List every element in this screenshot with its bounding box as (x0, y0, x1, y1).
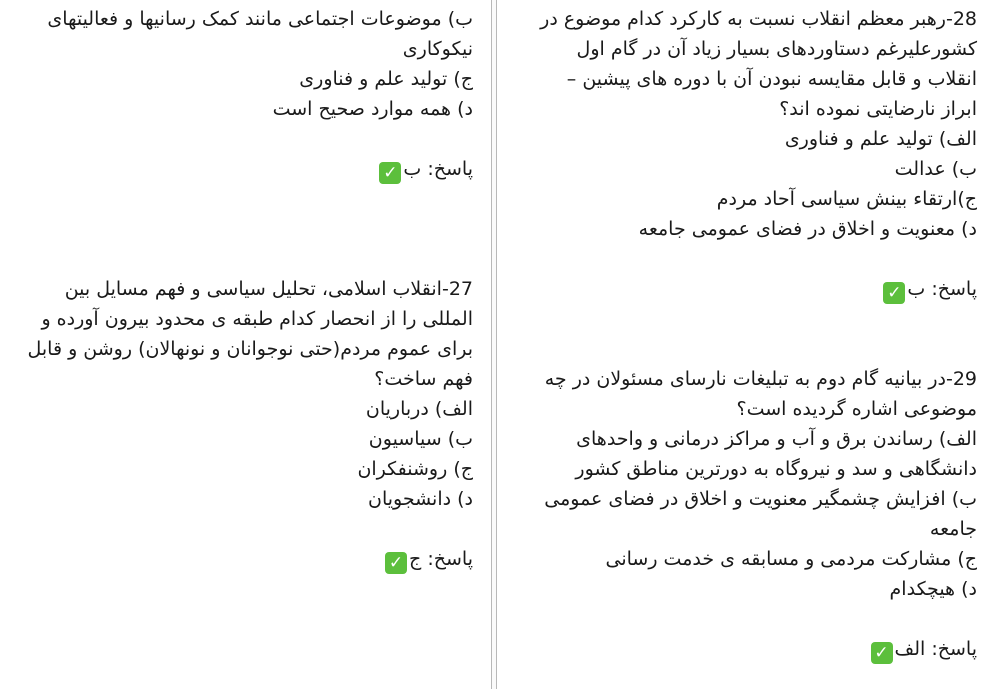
question-text-line: انقلاب و قابل مقایسه نبودن آن با دوره های پیشین – (566, 68, 977, 90)
answer-line (20, 544, 473, 574)
right-column (497, 0, 991, 689)
option-d: د) هیچکدام (889, 578, 977, 600)
option-b-line-2: جامعه (929, 518, 977, 540)
question-text-line: 29-در بیانیه گام دوم به تبلیغات نارسای مسئولان در چه (544, 368, 977, 390)
question-text-line: برای عموم مردم(حتی نوجوانان و نونهالان) روشن و قابل (27, 338, 473, 360)
question-text-line: فهم ساخت؟ (374, 368, 473, 390)
option-b: ب) سیاسیون (368, 428, 473, 450)
option-b: ب) عدالت (894, 158, 977, 180)
option-d: د) دانشجویان (367, 488, 473, 510)
check-mark-icon: ✓ (379, 162, 401, 184)
check-mark-icon: ✓ (871, 642, 893, 664)
option-b-line-1: ب) افزایش چشمگیر معنویت و اخلاق در فضای عمومی (544, 488, 977, 510)
answer-line (509, 274, 977, 304)
question-text-line: 28-رهبر معظم انقلاب نسبت به کارکرد کدام موضوع در (540, 8, 977, 30)
question-text-line: کشورعلیرغم دستاوردهای بسیار زیاد آن در گام اول (576, 38, 977, 60)
question-text-line: المللی را از انحصار کدام طبقه ی محدود بیرون آورده و (41, 308, 473, 330)
question-text-line: موضوعی اشاره گردیده است؟ (736, 398, 977, 420)
left-column (0, 0, 491, 689)
option-c: ج) تولید علم و فناوری (299, 68, 473, 90)
option-a: الف) تولید علم و فناوری (784, 128, 977, 150)
option-c: ج)ارتقاء بینش سیاسی آحاد مردم (716, 188, 977, 210)
answer-text: پاسخ: الف (894, 638, 977, 660)
option-d: د) معنویت و اخلاق در فضای عمومی جامعه (638, 218, 977, 240)
question-28 (509, 4, 977, 304)
option-b: ب) موضوعات اجتماعی مانند کمک رسانیها و فعالیتهای (47, 8, 473, 30)
check-mark-icon: ✓ (385, 552, 407, 574)
option-d: د) همه موارد صحیح است (272, 98, 473, 120)
answer-text: پاسخ: ب (403, 158, 473, 180)
question-text-line: 27-انقلاب اسلامی، تحلیل سیاسی و فهم مسایل بین (64, 278, 473, 300)
answer-text: پاسخ: ج (409, 548, 473, 570)
option-b-cont: نیکوکاری (402, 38, 473, 60)
option-a: الف) درباریان (365, 398, 473, 420)
answer-line (20, 154, 473, 184)
option-a-line-2: دانشگاهی و سد و نیروگاه به دورترین مناطق کشور (575, 458, 977, 480)
option-a-line-1: الف) رساندن برق و آب و مراکز درمانی و واحدهای (576, 428, 977, 450)
answer-line (509, 634, 977, 664)
question-27 (20, 274, 473, 574)
option-c: ج) مشارکت مردمی و مسابقه ی خدمت رسانی (605, 548, 977, 570)
check-mark-icon: ✓ (883, 282, 905, 304)
question-29 (509, 364, 977, 664)
option-c: ج) روشنفکران (357, 458, 473, 480)
question-26-tail (20, 4, 473, 184)
question-text-line: ابراز نارضایتی نموده اند؟ (779, 98, 977, 120)
answer-text: پاسخ: ب (907, 278, 977, 300)
